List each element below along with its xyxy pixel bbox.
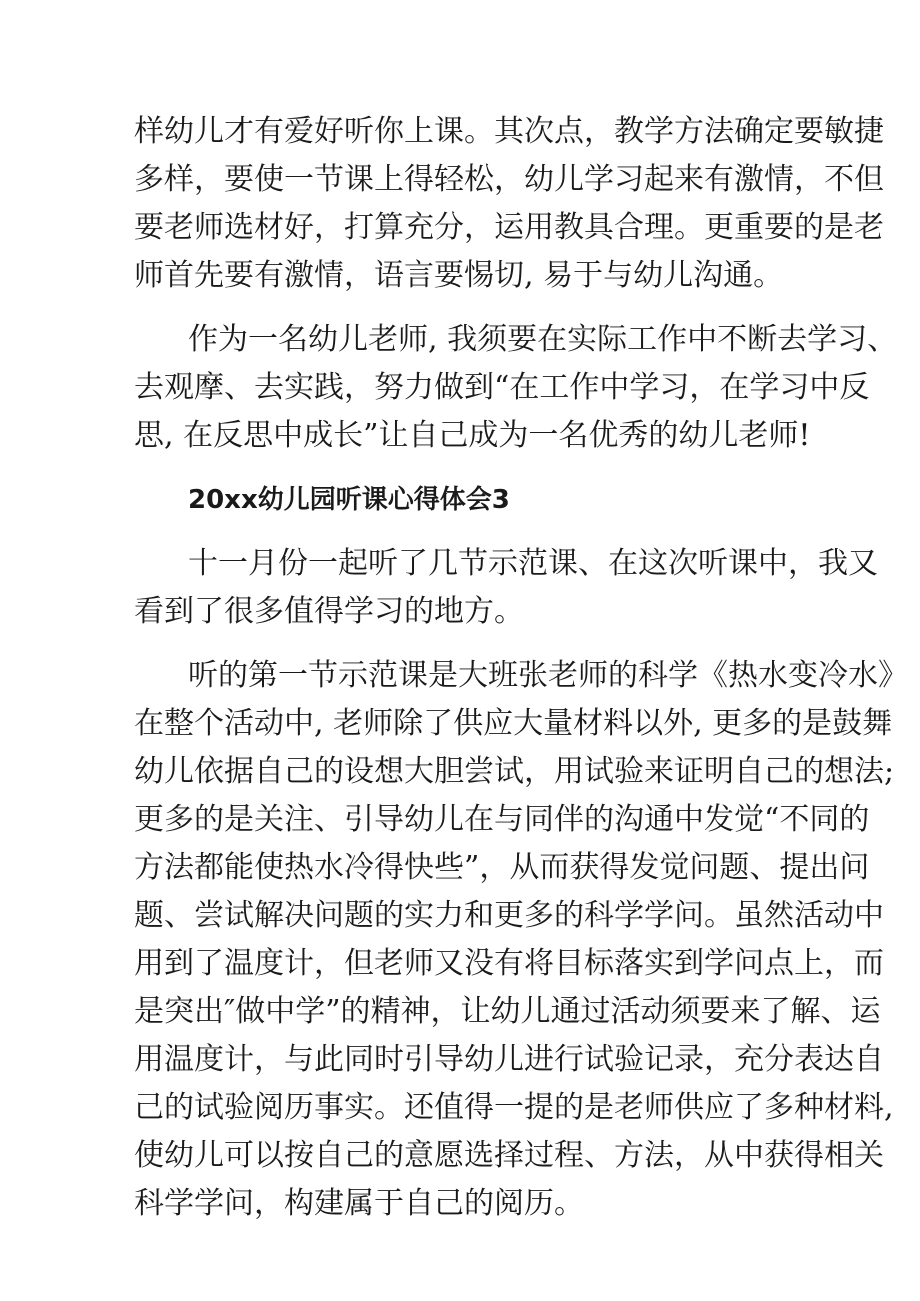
text-line: 题、尝试解决问题的实力和更多的科学学问。虽然活动中	[134, 898, 884, 933]
paragraph-3	[134, 540, 878, 636]
text-line: 要老师选材好，打算充分，运用教具合理。更重要的是老	[134, 210, 884, 245]
paragraph-2	[134, 316, 898, 460]
text-line: 十一月份一起听了几节示范课、在这次听课中，我又	[188, 546, 878, 581]
document-page	[134, 108, 908, 1228]
text-line: 更多的是关注、引导幼儿在与同伴的沟通中发觉“不同的	[134, 802, 870, 837]
text-line: 在整个活动中, 老师除了供应大量材料以外, 更多的是鼓舞	[134, 706, 893, 741]
text-line: 作为一名幼儿老师, 我须要在实际工作中不断去学习、	[188, 322, 898, 357]
text-line: 用温度计，与此同时引导幼儿进行试验记录，充分表达自	[134, 1042, 884, 1077]
text-line: 使幼儿可以按自己的意愿选择过程、方法，从中获得相关	[134, 1138, 884, 1173]
text-line: 样幼儿才有爱好听你上课。其次点，教学方法确定要敏捷	[134, 114, 884, 149]
paragraph-1	[134, 108, 884, 300]
text-line: 方法都能使热水冷得快些”，从而获得发觉问题、提出问	[134, 850, 870, 885]
text-line: 多样，要使一节课上得轻松，幼儿学习起来有激情，不但	[134, 162, 884, 197]
text-line: 用到了温度计，但老师又没有将目标落实到学问点上，而	[134, 946, 884, 981]
text-line: 幼儿依据自己的设想大胆尝试，用试验来证明自己的想法;	[134, 754, 895, 789]
paragraph-4	[134, 652, 908, 1228]
text-line: 去观摩、去实践，努力做到“在工作中学习，在学习中反	[134, 370, 870, 405]
text-line: 思, 在反思中成长”让自己成为一名优秀的幼儿老师!	[134, 418, 811, 453]
text-line: 听的第一节示范课是大班张老师的科学《热水变冷水》	[188, 658, 908, 693]
text-line: 师首先要有激情，语言要惕切, 易于与幼儿沟通。	[134, 258, 784, 293]
text-line: 科学学问，构建属于自己的阅历。	[134, 1186, 584, 1221]
text-line: 己的试验阅历事实。还值得一提的是老师供应了多种材料,	[134, 1090, 894, 1125]
section-heading: 20xx幼儿园听课心得体会3	[188, 485, 510, 515]
text-line: 看到了很多值得学习的地方。	[134, 594, 524, 629]
text-line: 是突出″做中学”的精神，让幼儿通过活动须要来了解、运	[134, 994, 881, 1029]
